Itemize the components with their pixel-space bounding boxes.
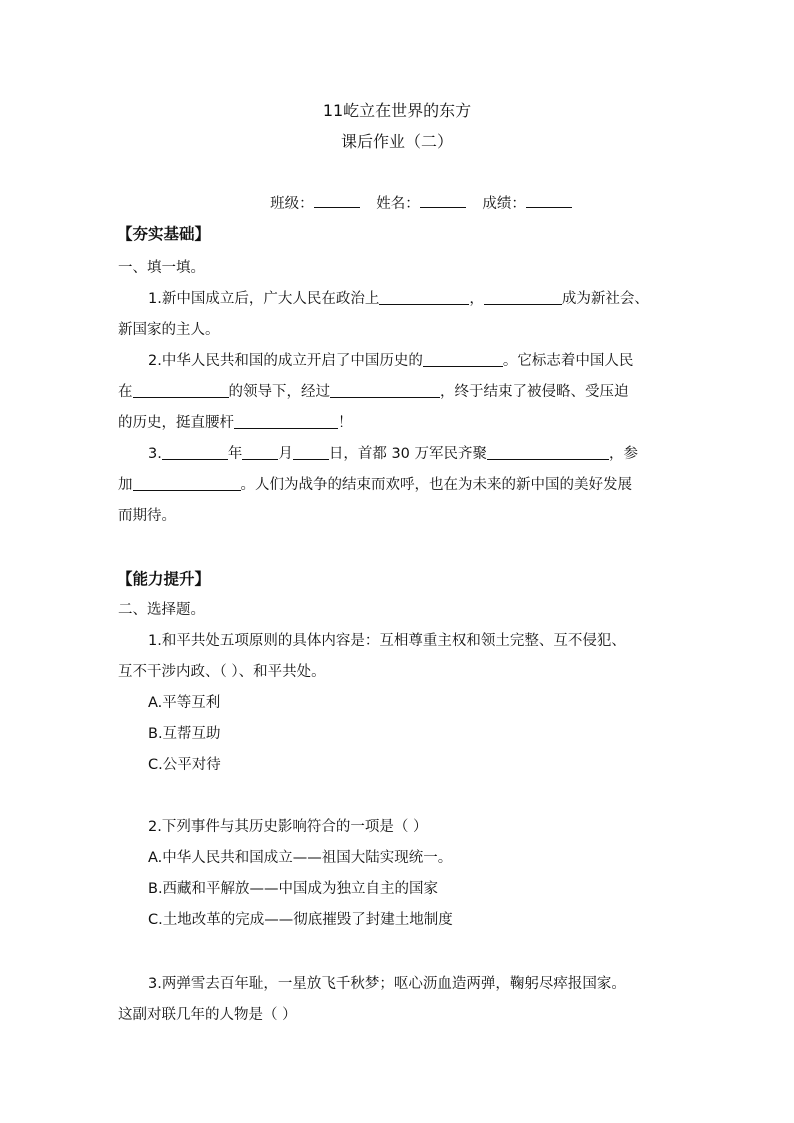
q2-text-b: 。它标志着中国人民 [502,353,634,369]
q1-blank-1[interactable] [379,290,469,305]
choice-q1-stem-line2: 互不干涉内政、（ ）、和平共处。 [118,664,326,680]
q2-text-d: 的领导下，经过 [228,384,330,400]
choice-q3-stem-line1: 3.两弹雪去百年耻，一星放飞千秋梦；呕心沥血造两弹，鞠躬尽瘁报国家。 [148,976,626,992]
q3-text-g: 。人们为战争的结束而欢呼，也在为未来的新中国的美好发展 [240,477,632,493]
q3-text-c: 月 [278,446,293,462]
q1-text-b: ， [469,291,484,307]
fill-q3-line3: 而期待。 [118,508,176,524]
q2-text-g: ！ [338,415,353,431]
section-heading-improvement: 【能力提升】 [117,570,211,588]
q2-text-c: 在 [118,384,133,400]
q2-blank-1[interactable] [423,352,503,367]
q3-blank-place[interactable] [487,445,609,460]
choice-q1-option-c[interactable]: C.公平对待 [148,757,221,773]
q1-blank-2[interactable] [484,290,562,305]
q3-text-f: 加 [118,477,133,493]
q3-blank-day[interactable] [293,445,329,460]
q3-blank-year[interactable] [162,445,228,460]
q3-text-b: 年 [227,446,243,462]
choice-q2-stem: 2.下列事件与其历史影响符合的一项是（ ） [148,819,428,835]
fill-q3-line2 [118,473,632,494]
class-label: 班级： [270,196,314,212]
fill-q1-line1 [148,287,649,308]
fill-q2-line3 [118,411,353,432]
choice-q2-option-a[interactable]: A.中华人民共和国成立——祖国大陆实现统一。 [148,850,453,866]
q2-text-e: ，终于结束了被侵略、受压迫 [440,384,629,400]
page-subtitle: 课后作业（二） [340,132,453,151]
name-blank[interactable] [420,195,466,208]
name-label: 姓名： [376,196,420,212]
q3-blank-month[interactable] [242,445,278,460]
q3-text-e: ，参 [609,446,639,462]
choice-q2-option-b[interactable]: B.西藏和平解放——中国成为独立自主的国家 [148,881,439,897]
q2-blank-2[interactable] [133,383,229,398]
q2-blank-4[interactable] [234,414,338,429]
q3-text-a: 3. [148,446,162,462]
score-label: 成绩： [482,196,526,212]
choice-q2-option-c[interactable]: C.土地改革的完成——彻底摧毁了封建土地制度 [148,912,453,928]
fill-q3-line1 [148,442,638,463]
q3-text-d: 日，首都 30 万军民齐聚 [328,446,488,462]
choice-q1-option-a[interactable]: A.平等互利 [148,695,221,711]
part-title-choice: 二、选择题。 [118,602,205,618]
fill-q2-line2 [118,380,629,401]
choice-q3-stem-line2: 这副对联几年的人物是（ ） [118,1007,297,1023]
score-blank[interactable] [526,195,572,208]
q2-text-a: 2.中华人民共和国的成立开启了中国历史的 [148,353,423,369]
q1-text-a: 1.新中国成立后，广大人民在政治上 [148,291,380,307]
choice-q1-option-b[interactable]: B.互帮互助 [148,726,221,742]
q1-text-c: 成为新社会、 [561,291,649,307]
fill-q1-line2: 新国家的主人。 [118,322,220,338]
q2-blank-3[interactable] [330,383,440,398]
q3-blank-event[interactable] [133,476,241,491]
part-title-fill: 一、填一填。 [118,260,205,276]
fill-q2-line1 [148,349,633,370]
q2-text-f: 的历史，挺直腰杆 [118,415,234,431]
section-heading-basics: 【夯实基础】 [117,225,211,243]
page-title: 11屹立在世界的东方 [322,101,472,120]
student-info-line [0,192,794,213]
class-blank[interactable] [314,195,360,208]
choice-q1-stem-line1: 1.和平共处五项原则的具体内容是：互相尊重主权和领土完整、互不侵犯、 [148,633,626,649]
